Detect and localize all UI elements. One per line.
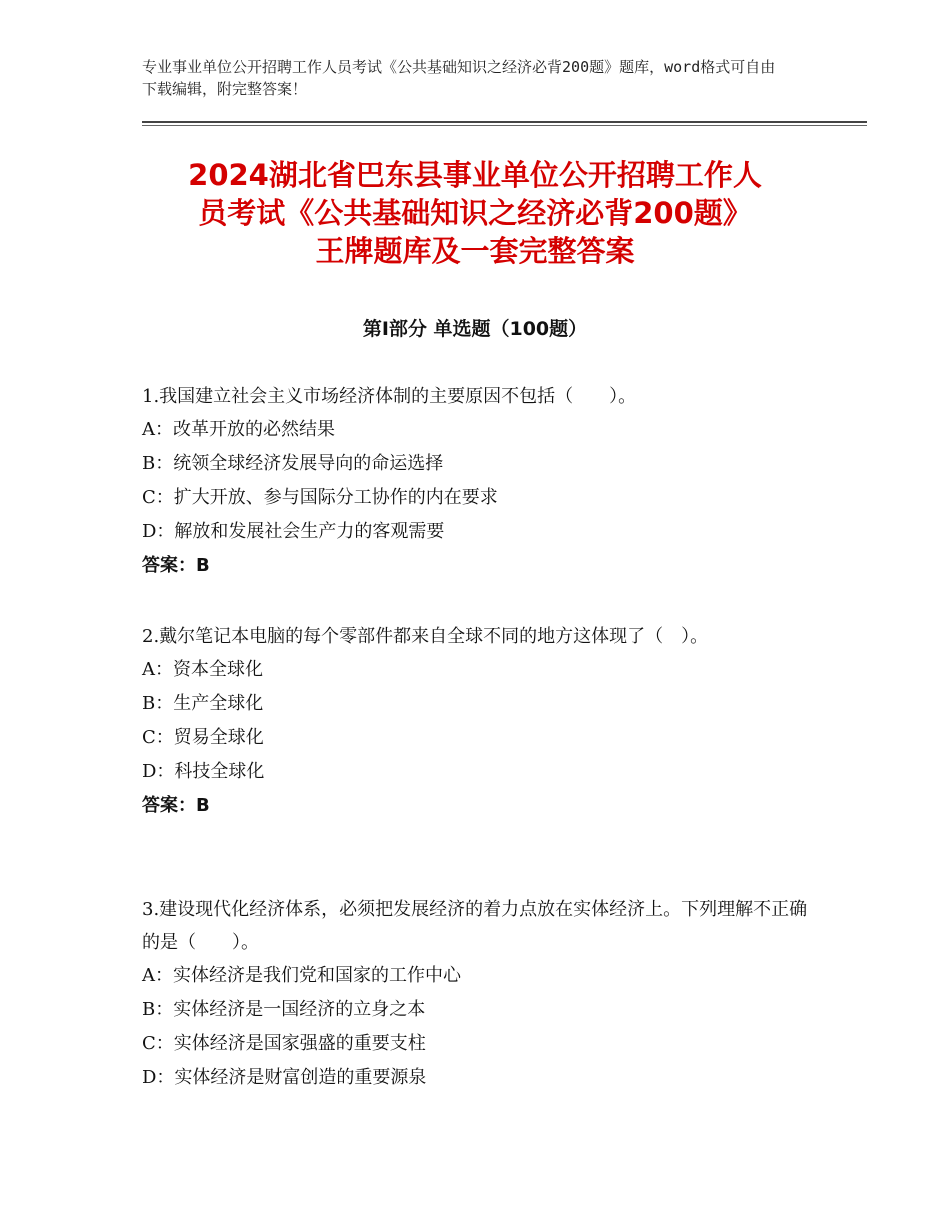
answer: 答案：B xyxy=(142,795,210,816)
header-divider-thin xyxy=(142,125,867,126)
document-title xyxy=(100,156,850,270)
option-b: B：统领全球经济发展导向的命运选择 xyxy=(142,453,444,474)
option-d: D：科技全球化 xyxy=(142,761,265,782)
option-c: C：扩大开放、参与国际分工协作的内在要求 xyxy=(142,487,498,508)
header-divider-thick xyxy=(142,121,867,123)
section-heading: 第Ⅰ部分 单选题（100题） xyxy=(362,318,588,340)
option-b: B：实体经济是一国经济的立身之本 xyxy=(142,999,426,1020)
option-b: B：生产全球化 xyxy=(142,693,264,714)
question-1 xyxy=(142,380,822,583)
option-d: D：实体经济是财富创造的重要源泉 xyxy=(142,1067,427,1088)
question-text: 3.建设现代化经济体系，必须把发展经济的着力点放在实体经济上。下列理解不正确的是（ ）。 xyxy=(142,899,808,953)
option-a: A：资本全球化 xyxy=(142,659,263,680)
question-text: 2.戴尔笔记本电脑的每个零部件都来自全球不同的地方这体现了（ ）。 xyxy=(142,626,709,647)
question-3 xyxy=(142,893,822,1095)
title-line-1: 2024湖北省巴东县事业单位公开招聘工作人 xyxy=(188,158,762,192)
option-c: C：实体经济是国家强盛的重要支柱 xyxy=(142,1033,426,1054)
header-note: 专业事业单位公开招聘工作人员考试《公共基础知识之经济必背200题》题库，word格式可自由下载编辑，附完整答案！ xyxy=(142,58,776,98)
option-a: A：实体经济是我们党和国家的工作中心 xyxy=(142,965,461,986)
answer: 答案：B xyxy=(142,555,210,576)
question-text: 1.我国建立社会主义市场经济体制的主要原因不包括（ ）。 xyxy=(142,386,637,407)
title-line-3: 王牌题库及一套完整答案 xyxy=(315,234,635,268)
option-d: D：解放和发展社会生产力的客观需要 xyxy=(142,521,445,542)
option-a: A：改革开放的必然结果 xyxy=(142,419,335,440)
question-2 xyxy=(142,620,822,823)
option-c: C：贸易全球化 xyxy=(142,727,264,748)
title-line-2: 员考试《公共基础知识之经济必背200题》 xyxy=(198,196,752,230)
